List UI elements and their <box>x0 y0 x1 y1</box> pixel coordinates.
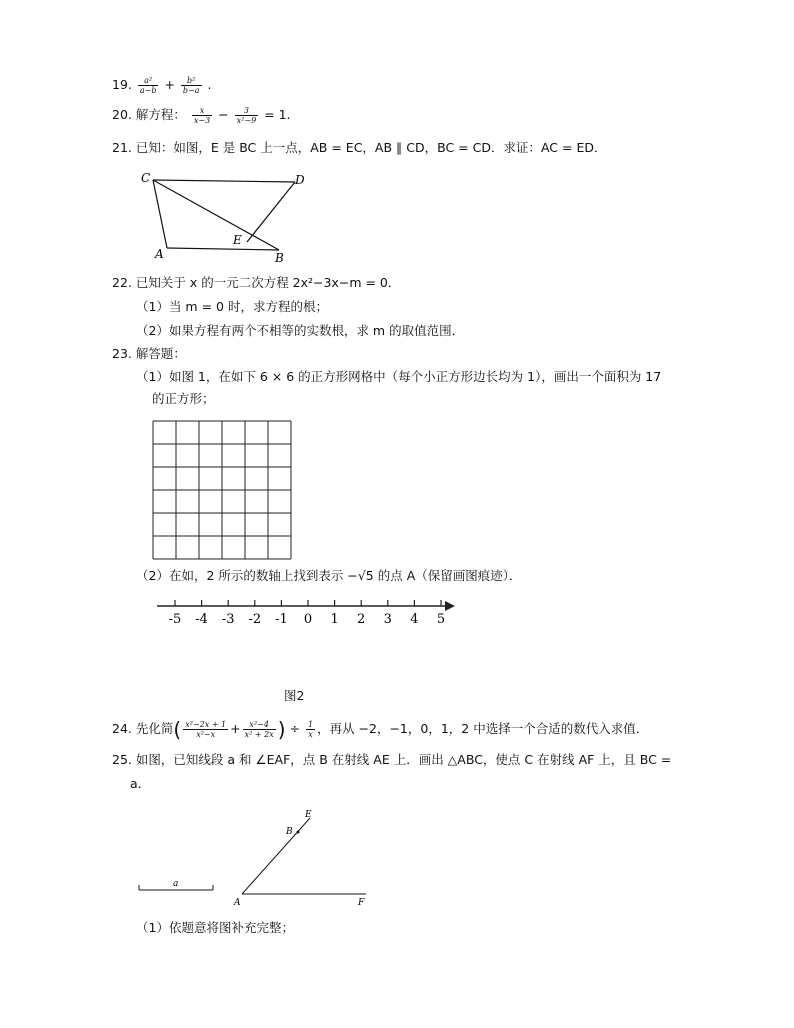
axis-tick-label: 2 <box>357 612 366 627</box>
fraction: $\frac{\text{b²}}{b-a}$ <box>182 76 200 95</box>
question-25-line1: 25. 如图，已知线段 a 和 ∠EAF，点 B 在射线 AE 上．画出 △ABC，使点 C 在射线 AF 上，且 BC = <box>112 752 672 767</box>
label-B: B <box>275 251 284 265</box>
label-a: a <box>173 879 179 889</box>
label-B: B <box>286 827 293 837</box>
quadrilateral-figure <box>135 168 315 268</box>
angle-EAF-figure <box>230 806 380 906</box>
question-25-part1: （1）依题意将图补充完整； <box>136 920 294 935</box>
axis-tick-label: -2 <box>248 612 262 627</box>
label-F: F <box>358 898 365 906</box>
question-24: 24. 先化简( $\frac{\text{x²−2x + 1}}{\text{x²−x}}$ + $\frac{\text{x²−4}}{\text{x² + 2x}}$ ) ÷ $\frac{1}{x}$ ，再从 −2，−1，0，1，2 中选择一个合适的数代入求值． <box>112 717 649 742</box>
fraction: $\frac{3}{\text{x²−9}}$ <box>236 106 257 125</box>
axis-tick-label: -3 <box>221 612 235 627</box>
question-number: 19. <box>112 77 132 92</box>
question-25-line2: a． <box>130 776 151 791</box>
fraction: $\frac{\text{a²}}{a-b}$ <box>139 76 157 95</box>
question-20: 20. 解方程： $\frac{x}{x-3}$ − $\frac{3}{\text{x²−9}}$ = 1. <box>112 106 291 125</box>
point-B <box>297 831 300 834</box>
axis-tick-label: -5 <box>168 612 182 627</box>
question-23-part2: （2）在如，2 所示的数轴上找到表示 −√5 的点 A（保留画图痕迹）． <box>136 568 522 583</box>
axis-tick-label: -4 <box>195 612 208 627</box>
axis-tick-label: -1 <box>275 612 288 627</box>
question-22-part2: （2）如果方程有两个不相等的实数根，求 m 的取值范围． <box>136 323 465 338</box>
label-A: A <box>234 898 241 906</box>
axis-tick-label: 5 <box>436 612 446 627</box>
fraction: $\frac{x}{x-3}$ <box>193 106 211 125</box>
axis-arrow <box>445 601 455 611</box>
label-C: C <box>141 171 151 185</box>
label-A: A <box>155 247 164 261</box>
axis-tick-label: 3 <box>383 612 392 627</box>
axis-tick-label: 4 <box>410 612 419 627</box>
label-D: D <box>295 173 305 187</box>
figure-2-caption: 图2 <box>284 688 305 703</box>
question-23: 23. 解答题： <box>112 346 186 361</box>
label-E: E <box>305 810 312 820</box>
number-line <box>155 596 465 632</box>
question-21: 21. 已知：如图，E 是 BC 上一点，AB = EC，AB ∥ CD，BC = CD．求证：AC = ED． <box>112 140 607 155</box>
axis-tick-label: 0 <box>303 612 313 627</box>
question-22-part1: （1）当 m = 0 时，求方程的根； <box>136 299 328 314</box>
question-23-part1-line2: 的正方形； <box>152 391 215 406</box>
fraction: $\frac{\text{x²−2x + 1}}{\text{x²−x}}$ <box>185 720 227 739</box>
square-grid <box>152 420 292 562</box>
fraction: $\frac{\text{x²−4}}{\text{x² + 2x}}$ <box>244 720 274 739</box>
question-23-part1-line1: （1）如图 1，在如下 6 × 6 的正方形网格中（每个小正方形边长均为 1），画出一个面积为 17 <box>136 369 662 384</box>
axis-tick-label: 1 <box>330 612 339 627</box>
fraction: $\frac{1}{x}$ <box>307 720 314 739</box>
question-22: 22. 已知关于 x 的一元二次方程 2x²−3x−m = 0． <box>112 275 401 290</box>
question-19: 19. $\frac{\text{a²}}{a-b}$ + $\frac{\text{b²}}{b-a}$ . <box>112 76 212 95</box>
segment-a-figure <box>135 868 225 898</box>
label-E: E <box>233 233 242 247</box>
